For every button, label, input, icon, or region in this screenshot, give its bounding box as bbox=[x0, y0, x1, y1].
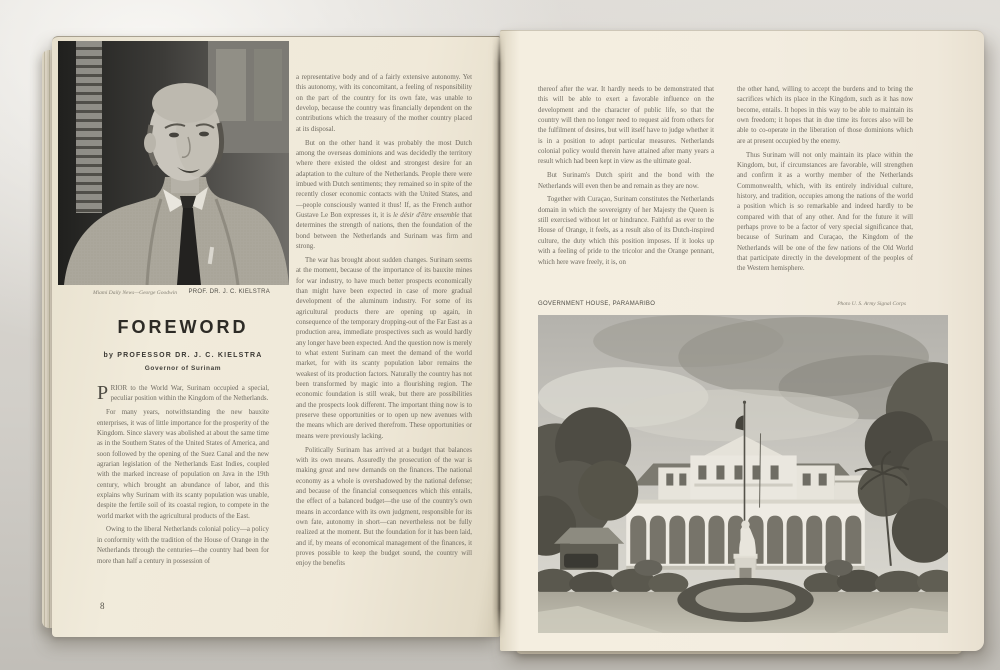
subtitle: Governor of Surinam bbox=[144, 365, 222, 372]
right-column-2 bbox=[737, 85, 913, 275]
paragraph: But Surinam's Dutch spirit and the bond with the Netherlands will even then be and remain as they are now. bbox=[538, 172, 714, 190]
paragraph: Politically Surinam has arrived at a budget that balances with its own means. Assuredly the prosecution of the war is making great and new demands on the finances. The national economy as a whole is overshadowed by the national defense; and because of the financial consequences which this entails, the effect of a balanced budget—the use of the country's own means in accordance with its own judgment, responsible for its own fate, autonomy in short—can nevertheless not be fully realized at the moment. But the foundation for it has been laid, and if, by means of economical management of the finances, it proves possible to keep the budget sound, the country will enjoy the benefits bbox=[296, 446, 472, 568]
photo-caption-row bbox=[538, 301, 948, 308]
byline: by PROFESSOR DR. J. C. KIELSTRA bbox=[103, 352, 263, 359]
paragraph: Thus Surinam will not only maintain its place within the Kingdom, but, if circumstances are favorable, will strengthen and confirm it as a worthy member of the Netherlands Commonwealth, which, with its entirely individual culture, history, and tradition, occupies among the nations of the world a position which is so remarkable and indeed hardly to be compared with that of any other. And for the future it will perhaps prove to be a factor of very special significance that, because of Surinam and Curaçao, the Kingdom of the Netherlands will be one of the few nations of the Old World that participate directly in the development of the peoples of the Western hemisphere. bbox=[737, 151, 913, 273]
paragraph: Owing to the liberal Netherlands colonial policy—a policy in conformity with the tradition of the House of Orange in the Netherlands through the centuries—the country had been for more than half a century in possession of bbox=[97, 526, 269, 565]
portrait-credit: Miami Daily News—George Goodwin bbox=[93, 290, 177, 296]
left-column-2 bbox=[296, 73, 472, 570]
page-number: 8 bbox=[100, 601, 105, 611]
right-page bbox=[500, 30, 984, 651]
paragraph: thereof after the war. It hardly needs to be demonstrated that this will be able to exert a favorable influence on the development and the character of public life, so that the country will then no longer need to request aid from others for the fulfilment of desires, but will itself have to judge whether it is in a position to adopt particular measures. Netherlands colonial policy would therein have attained after many years a result which had been kept in view as the ultimate goal. bbox=[538, 86, 714, 166]
paragraph: The war has brought about sudden changes. Surinam seems at the moment, because of the importance of its bauxite mines for war industry, to have much better prospects economically than might have been expected in case of more gradual development of the aluminum industry. For some of its agricultural products there are opening up again, in consequence of the temporary dropping-out of the Far East as a production area, immediate prospectives such as would hardly any longer have been expected. And the question now is merely to what extent Surinam can meet the demand of the world market, for with its scanty population labor remains the weakest of its production factors. Naturally the country has not been transformed by magic into a flourishing region. The economic foundation is still weak, but there are possibilities and the prospects look different. The important thing now is to preserve these opportunities or to open up new avenues with the means which are derived therefrom. These opportunities or means were previously lacking. bbox=[296, 256, 472, 440]
paragraph: the other hand, willing to accept the burdens and to bring the sacrifices which its place in the Kingdom, such as it has now become, entails. It hopes in this way to be able to maintain its own freedom; it hopes that in due time its forces also will be able to co-operate in the liberation of those dominions which are at present occupied by the enemy. bbox=[737, 86, 913, 145]
drop-cap: P bbox=[97, 382, 109, 404]
portrait-photo bbox=[58, 41, 289, 285]
page-title: FOREWORD bbox=[117, 317, 249, 337]
photo-credit: Photo U. S. Army Signal Corps bbox=[837, 301, 906, 307]
photo-caption: GOVERNMENT HOUSE, PARAMARIBO bbox=[538, 301, 656, 307]
paragraph: For many years, notwithstanding the new bauxite enterprises, it was of little importance for the prosperity of the Kingdom. Since slavery was abolished at about the same time as in the Southern States of the United States of America, and soon followed by the opening of the Suez Canal and the new agrarian legislation of the Netherlands East Indies, coupled with the marked increase of population on Java in the 19th century, which brought an abundance of labor, and this explains why Surinam with its scanty population was unable, despite the fertile soil of its coastal region, to compete in the world market with the agricultural products of the East. bbox=[97, 409, 269, 520]
paragraph: PRIOR to the World War, Surinam occupied a special, peculiar position within the Kingdom of the Netherlands. bbox=[97, 382, 269, 404]
paragraph: But on the other hand it was probably the most Dutch among the overseas dominions and was decidedly the territory where there existed the oldest and strongest desire for an adaptation to the culture of the Netherlands. People there were imbued with Dutch sentiments; they remained so in spite of the recently closer economic contacts with the United States, and—people consciously wanted it thus! If, as the French author Gustave Le Bon expresses it, it is le désir d'être ensemble that determines the strength of nations, then the foundation of the bond between the Netherlands and Surinam was firm and strong. bbox=[296, 139, 472, 250]
paragraph: Together with Curaçao, Surinam constitutes the Netherlands domain in which the sovereignty of her Majesty the Queen is still exercised without let or hindrance. Faithful as ever to the House of Orange, it feels, as a result also of its Dutch-inspired culture, the duty which this position imposes. If it looks up with a feeling of pride to the tricolor and the Orange pennant, which here wave freely, it is, on bbox=[538, 196, 714, 266]
portrait-caption: PROF. DR. J. C. KIELSTRA bbox=[188, 289, 270, 295]
left-column-1 bbox=[97, 384, 269, 567]
right-column-1 bbox=[538, 85, 714, 268]
paragraph: a representative body and of a fairly extensive autonomy. Yet this autonomy, with its concomitant, a feeling of responsibility on the part of the country for its own fate, was unable to develop, because the country was financially dependent on the contributions which the treasury of the mother country placed at its disposal. bbox=[296, 74, 472, 133]
left-page bbox=[52, 36, 500, 637]
government-house-photo bbox=[538, 315, 948, 633]
